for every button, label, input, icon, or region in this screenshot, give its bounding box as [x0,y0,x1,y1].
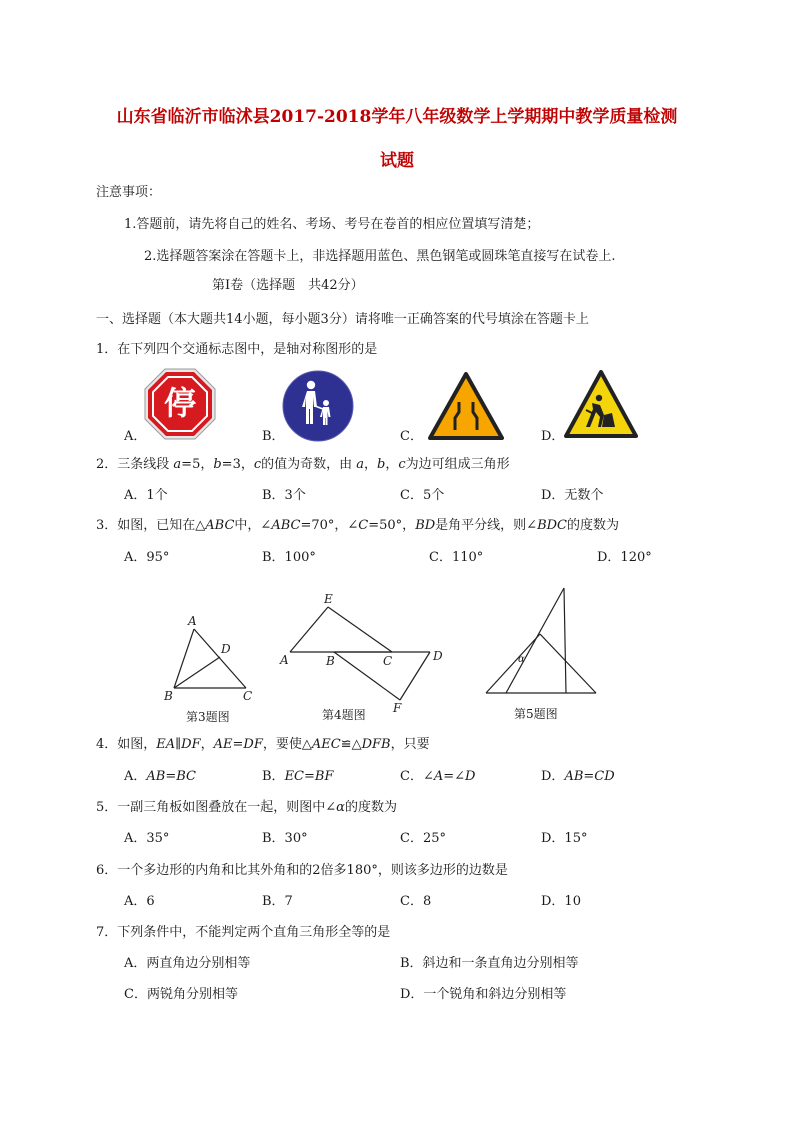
question-6-stem: 6．一个多边形的内角和比其外角和的2倍多180°，则该多边形的边数是 [96,863,508,878]
question-1-stem: 1．在下列四个交通标志图中，是轴对称图形的是 [96,342,378,357]
road-narrows-sign-icon [428,372,504,440]
q4-option-c[interactable]: C．∠A=∠D [400,769,476,784]
q2-option-a[interactable]: A．1个 [124,488,168,503]
figure-5-set-squares [480,582,604,700]
q4-option-a[interactable]: A．AB=BC [124,769,196,784]
question-4-stem: 4．如图，EA∥DF，AE=DF，要使△AEC≌△DFB，只要 [96,737,430,752]
question-5-stem: 5．一副三角板如图叠放在一起，则图中∠α的度数为 [96,800,397,815]
q1-option-a[interactable]: A． [124,429,147,444]
fig4-label-a: A [280,653,289,667]
notes-item-1: 1.答题前，请先将自己的姓名、考场、考号在卷首的相应位置填写清楚； [124,217,540,232]
q7-option-d[interactable]: D．一个锐角和斜边分别相等 [400,987,567,1002]
notes-item-2: 2.选择题答案涂在答题卡上，非选择题用蓝色、黑色钢笔或圆珠笔直接写在试卷上. [144,249,616,264]
q6-option-c[interactable]: C．8 [400,894,432,909]
q2-option-c[interactable]: C．5个 [400,488,445,503]
q3-option-b[interactable]: B．100° [262,550,316,565]
figure-3-caption: 第3题图 [186,710,230,724]
fig3-label-b: B [164,689,173,703]
fig5-alpha-label: α [518,654,525,665]
section-heading: 一、选择题（本大题共14小题，每小题3分）请将唯一正确答案的代号填涂在答题卡上 [96,312,589,327]
fig4-label-b: B [326,654,335,668]
figure-4-caption: 第4题图 [322,708,366,722]
q7-option-c[interactable]: C．两锐角分别相等 [124,987,238,1002]
q3-option-a[interactable]: A．95° [124,550,170,565]
q5-option-b[interactable]: B．30° [262,831,308,846]
q3-option-d[interactable]: D．120° [597,550,652,565]
q4-option-b[interactable]: B．EC=BF [262,769,334,784]
q5-option-c[interactable]: C．25° [400,831,446,846]
q4-option-d[interactable]: D．AB=CD [541,769,615,784]
fig4-label-c: C [383,654,393,668]
q1-option-c[interactable]: C． [400,429,423,444]
figure-3-triangle [160,612,260,706]
q7-option-b[interactable]: B．斜边和一条直角边分别相等 [400,956,579,971]
page-title-line2: 试题 [380,151,414,171]
q5-option-a[interactable]: A．35° [124,831,170,846]
fig4-label-d: D [433,649,443,663]
fig4-label-e: E [324,592,333,606]
q6-option-a[interactable]: A．6 [124,894,155,909]
q6-option-d[interactable]: D．10 [541,894,581,909]
stop-sign-char: 停 [163,384,197,422]
question-3-stem: 3．如图，已知在△ABC中，∠ABC=70°，∠C=50°，BD是角平分线，则∠BDC的度数为 [96,518,620,533]
fig3-label-d: D [221,642,231,656]
figure-5-caption: 第5题图 [514,707,558,721]
stop-sign-icon [144,368,216,440]
q5-option-d[interactable]: D．15° [541,831,588,846]
fig3-label-c: C [243,689,253,703]
part-heading: 第Ⅰ卷（选择题 共42分） [212,278,364,293]
fig3-label-a: A [188,614,197,628]
q2-option-d[interactable]: D．无数个 [541,488,604,503]
notes-heading: 注意事项： [96,185,162,200]
question-7-stem: 7．下列条件中，不能判定两个直角三角形全等的是 [96,925,391,940]
pedestrian-sign-icon [282,370,354,442]
road-work-sign-icon [564,370,638,438]
fig4-label-f: F [393,701,402,715]
q1-option-d[interactable]: D． [541,429,565,444]
page-title: 山东省临沂市临沭县2017-2018学年八年级数学上学期期中教学质量检测 [116,107,678,127]
q6-option-b[interactable]: B．7 [262,894,293,909]
figure-4-diagram [276,590,456,716]
q2-option-b[interactable]: B．3个 [262,488,306,503]
q3-option-c[interactable]: C．110° [429,550,484,565]
question-2-stem: 2．三条线段 a=5，b=3，c的值为奇数，由 a，b，c为边可组成三角形 [96,457,510,472]
q7-option-a[interactable]: A．两直角边分别相等 [124,956,251,971]
q1-option-b[interactable]: B． [262,429,285,444]
